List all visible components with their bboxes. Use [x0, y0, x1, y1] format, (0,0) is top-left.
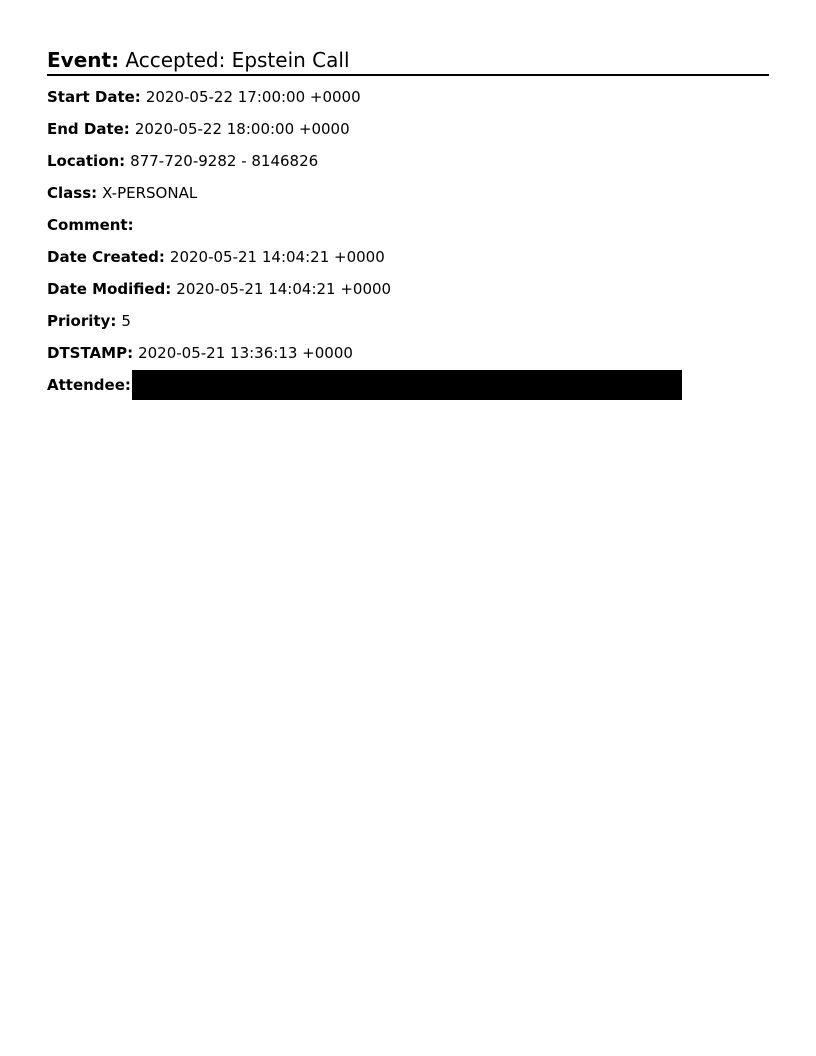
- field-value: 5: [121, 312, 131, 330]
- field-label: Location:: [47, 152, 126, 170]
- field-class: [47, 182, 769, 214]
- field-date-modified: [47, 278, 769, 310]
- field-date-created: [47, 246, 769, 278]
- field-label: Date Modified:: [47, 280, 172, 298]
- event-fields: [47, 86, 769, 406]
- field-attendee: [47, 374, 769, 406]
- event-value: Accepted: Epstein Call: [125, 48, 350, 72]
- field-label: Class:: [47, 184, 98, 202]
- field-label: Start Date:: [47, 88, 141, 106]
- field-label: Priority:: [47, 312, 117, 330]
- field-label: Comment:: [47, 216, 134, 234]
- field-value: X-PERSONAL: [102, 184, 198, 202]
- field-value: 2020-05-21 14:04:21 +0000: [169, 248, 385, 266]
- field-start-date: [47, 86, 769, 118]
- event-label: Event:: [47, 48, 120, 72]
- field-location: [47, 150, 769, 182]
- field-label: DTSTAMP:: [47, 344, 134, 362]
- field-label: End Date:: [47, 120, 130, 138]
- field-value: 2020-05-21 13:36:13 +0000: [138, 344, 353, 362]
- field-comment: [47, 214, 769, 246]
- field-end-date: [47, 118, 769, 150]
- field-value: 2020-05-22 17:00:00 +0000: [145, 88, 361, 106]
- field-priority: [47, 310, 769, 342]
- field-value: 2020-05-21 14:04:21 +0000: [176, 280, 392, 298]
- event-document: [47, 46, 769, 406]
- field-value: 877-720-9282 - 8146826: [130, 152, 319, 170]
- field-label: Attendee:: [47, 376, 131, 394]
- event-title: [47, 46, 769, 76]
- field-value: 2020-05-22 18:00:00 +0000: [134, 120, 350, 138]
- field-label: Date Created:: [47, 248, 165, 266]
- redaction-box: [132, 370, 682, 400]
